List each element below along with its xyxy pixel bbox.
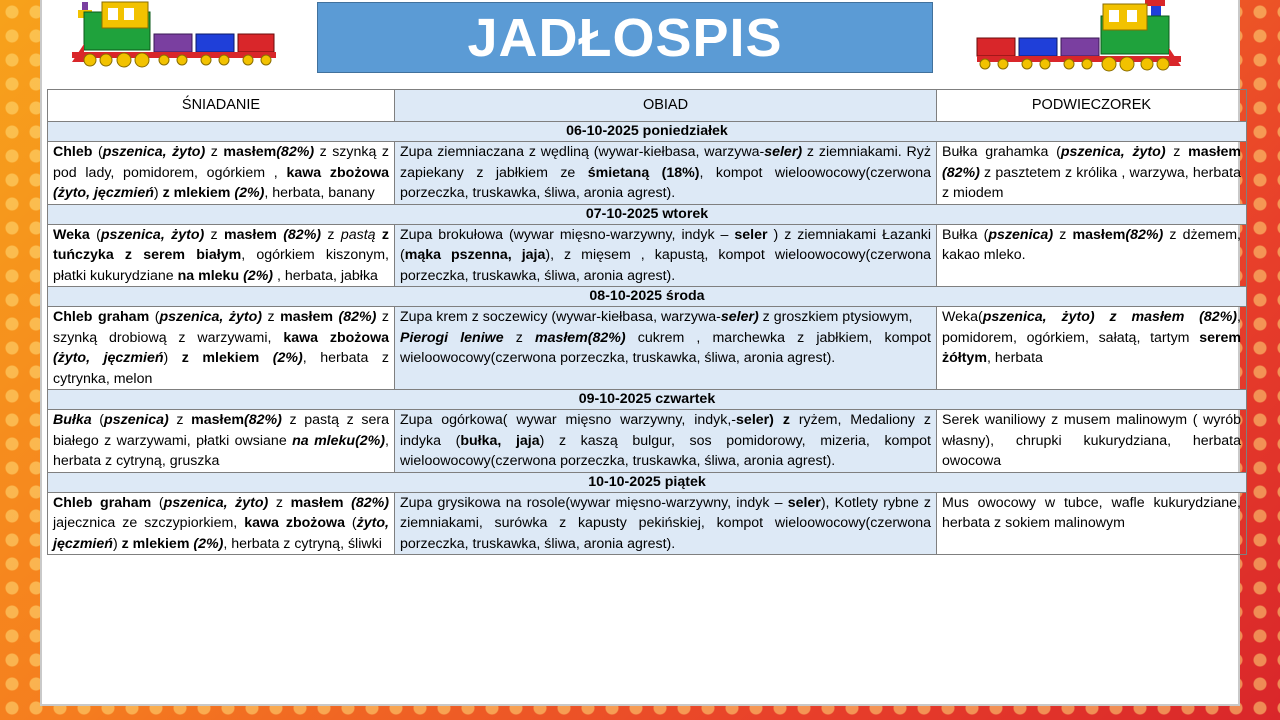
lunch-cell: Zupa krem z soczewicy (wywar-kiełbasa, warzywa-seler) z groszkiem ptysiowym, Pierogi leniwe z masłem(82%) cukrem , marchewka z jabłkiem, kompot wieloowocowy(czerwona porzeczka, truskawka, śliwa, aronia agrest).: [395, 307, 937, 390]
day-date: 06-10-2025 poniedziałek: [48, 122, 1247, 142]
day-row: [48, 390, 1247, 410]
snack-cell: Serek waniliowy z musem malinowym ( wyrób własny), chrupki kukurydziana, herbata owocowa: [937, 410, 1247, 473]
column-header-snack: PODWIECZOREK: [937, 90, 1247, 122]
day-date: 09-10-2025 czwartek: [48, 390, 1247, 410]
day-date: 08-10-2025 środa: [48, 287, 1247, 307]
breakfast-cell: Chleb graham (pszenica, żyto) z masłem (82%) z szynką drobiową z warzywami, kawa zbożowa (żyto, jęczmień) z mlekiem (2%), herbata z cytrynka, melon: [48, 307, 395, 390]
train-right-icon: [975, 0, 1185, 72]
column-header-breakfast: ŚNIADANIE: [48, 90, 395, 122]
meal-row: [48, 410, 1247, 473]
meal-row: [48, 224, 1247, 287]
day-date: 10-10-2025 piątek: [48, 472, 1247, 492]
breakfast-cell: Chleb graham (pszenica, żyto) z masłem (82%) jajecznica ze szczypiorkiem, kawa zbożowa (żyto, jęczmień) z mlekiem (2%), herbata z cytryną, śliwki: [48, 492, 395, 555]
breakfast-cell: Weka (pszenica, żyto) z masłem (82%) z pastą z tuńczyka z serem białym, ogórkiem kiszonym, płatki kukurydziane na mleku (2%) , herbata, jabłka: [48, 224, 395, 287]
breakfast-cell: Chleb (pszenica, żyto) z masłem(82%) z szynką z pod lady, pomidorem, ogórkiem , kawa zbożowa (żyto, jęczmień) z mlekiem (2%), herbata, banany: [48, 142, 395, 205]
lunch-cell: Zupa ziemniaczana z wędliną (wywar-kiełbasa, warzywa-seler) z ziemniakami. Ryż zapiekany z jabłkiem ze śmietaną (18%), kompot wieloowocowy(czerwona porzeczka, truskawka, śliwa, aronia agrest).: [395, 142, 937, 205]
snack-cell: Bułka grahamka (pszenica, żyto) z masłem (82%) z pasztetem z królika , warzywa, herbata z miodem: [937, 142, 1247, 205]
breakfast-cell: Bułka (pszenica) z masłem(82%) z pastą z sera białego z warzywami, płatki owsiane na mleku(2%), herbata z cytryną, gruszka: [48, 410, 395, 473]
day-row: [48, 122, 1247, 142]
day-row: [48, 204, 1247, 224]
meal-row: [48, 142, 1247, 205]
menu-table: [47, 89, 1247, 555]
lunch-cell: Zupa grysikowa na rosole(wywar mięsno-warzywny, indyk – seler), Kotlety rybne z ziemniakami, surówka z kapusty pekińskiej, kompot wieloowocowy(czerwona porzeczka, truskawka, śliwa, aronia agrest).: [395, 492, 937, 555]
day-row: [48, 287, 1247, 307]
day-date: 07-10-2025 wtorek: [48, 204, 1247, 224]
lunch-cell: Zupa brokułowa (wywar mięsno-warzywny, indyk – seler ) z ziemniakami Łazanki (mąka pszenna, jaja), z mięsem , kapustą, kompot wieloowocowy(czerwona porzeczka, truskawka, śliwa, aronia agrest).: [395, 224, 937, 287]
header-row: [48, 90, 1247, 122]
snack-cell: Mus owocowy w tubce, wafle kukurydziane, herbata z sokiem malinowym: [937, 492, 1247, 555]
menu-body: [48, 122, 1247, 555]
day-row: [48, 472, 1247, 492]
page-title: JADŁOSPIS: [317, 2, 933, 73]
meal-row: [48, 492, 1247, 555]
lunch-cell: Zupa ogórkowa( wywar mięsno warzywny, indyk,-seler) z ryżem, Medaliony z indyka (bułka, jaja) z kaszą bulgur, sos pomidorowy, mizeria, kompot wieloowocowy(czerwona porzeczka, truskawka, śliwa, aronia agrest).: [395, 410, 937, 473]
column-header-lunch: OBIAD: [395, 90, 937, 122]
train-left-icon: [68, 0, 278, 68]
snack-cell: Weka(pszenica, żyto) z masłem (82%), pomidorem, ogórkiem, sałatą, tartym serem żółtym, herbata: [937, 307, 1247, 390]
meal-row: [48, 307, 1247, 390]
snack-cell: Bułka (pszenica) z masłem(82%) z dżemem, kakao mleko.: [937, 224, 1247, 287]
